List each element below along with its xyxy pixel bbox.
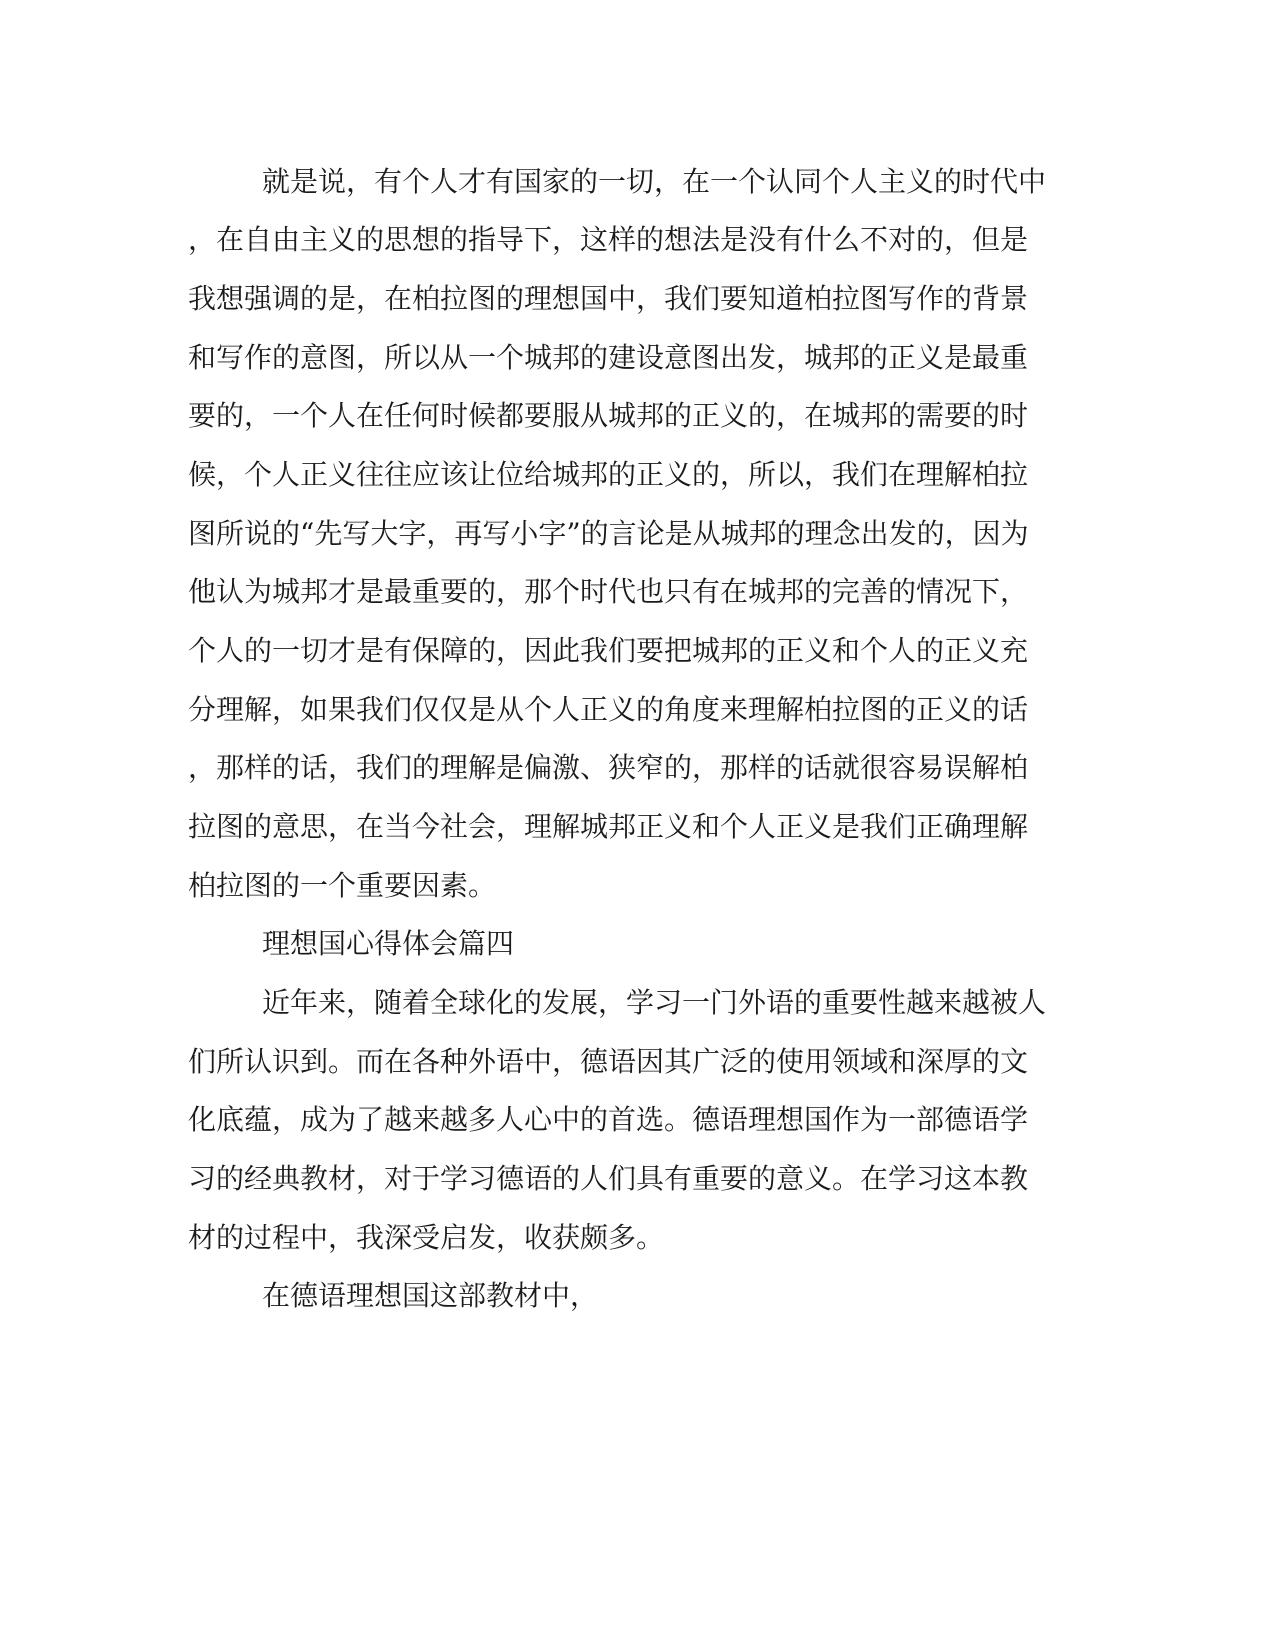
paragraph-line-6: 候，个人正义往往应该让位给城邦的正义的，所以，我们在理解柏拉	[188, 458, 1029, 491]
paragraph-line-11: ，那样的话，我们的理解是偏激、狭窄的，那样的话就很容易误解柏	[188, 751, 1029, 784]
paragraph-line-17: 习的经典教材，对于学习德语的人们具有重要的意义。在学习这本教	[188, 1162, 1029, 1195]
paragraph-line-8: 他认为城邦才是最重要的，那个时代也只有在城邦的完善的情况下，	[188, 575, 1029, 608]
paragraph-line-15: 们所认识到。而在各种外语中，德语因其广泛的使用领域和深厚的文	[188, 1045, 1029, 1078]
paragraph-line-12: 拉图的意思，在当今社会，理解城邦正义和个人正义是我们正确理解	[188, 810, 1029, 843]
paragraph-line-1: 就是说，有个人才有国家的一切，在一个认同个人主义的时代中	[262, 165, 1047, 198]
paragraph-line-7: 图所说的“先写大字，再写小字”的言论是从城邦的理念出发的，因为	[188, 517, 1029, 550]
paragraph-line-19: 在德语理想国这部教材中，	[262, 1279, 599, 1312]
paragraph-line-10: 分理解，如果我们仅仅是从个人正义的角度来理解柏拉图的正义的话	[188, 693, 1029, 726]
paragraph-line-14: 近年来，随着全球化的发展，学习一门外语的重要性越来越被人	[262, 986, 1047, 1019]
section-heading: 理想国心得体会篇四	[262, 927, 515, 960]
paragraph-line-3: 我想强调的是，在柏拉图的理想国中，我们要知道柏拉图写作的背景	[188, 282, 1029, 315]
paragraph-line-5: 要的，一个人在任何时候都要服从城邦的正义的，在城邦的需要的时	[188, 399, 1029, 432]
paragraph-line-9: 个人的一切才是有保障的，因此我们要把城邦的正义和个人的正义充	[188, 634, 1029, 667]
paragraph-line-13: 柏拉图的一个重要因素。	[188, 869, 497, 902]
paragraph-line-16: 化底蕴，成为了越来越多人心中的首选。德语理想国作为一部德语学	[188, 1103, 1029, 1136]
paragraph-line-4: 和写作的意图，所以从一个城邦的建设意图出发，城邦的正义是最重	[188, 341, 1029, 374]
paragraph-line-2: ，在自由主义的思想的指导下，这样的想法是没有什么不对的，但是	[188, 223, 1029, 256]
paragraph-line-18: 材的过程中，我深受启发，收获颇多。	[188, 1221, 665, 1254]
